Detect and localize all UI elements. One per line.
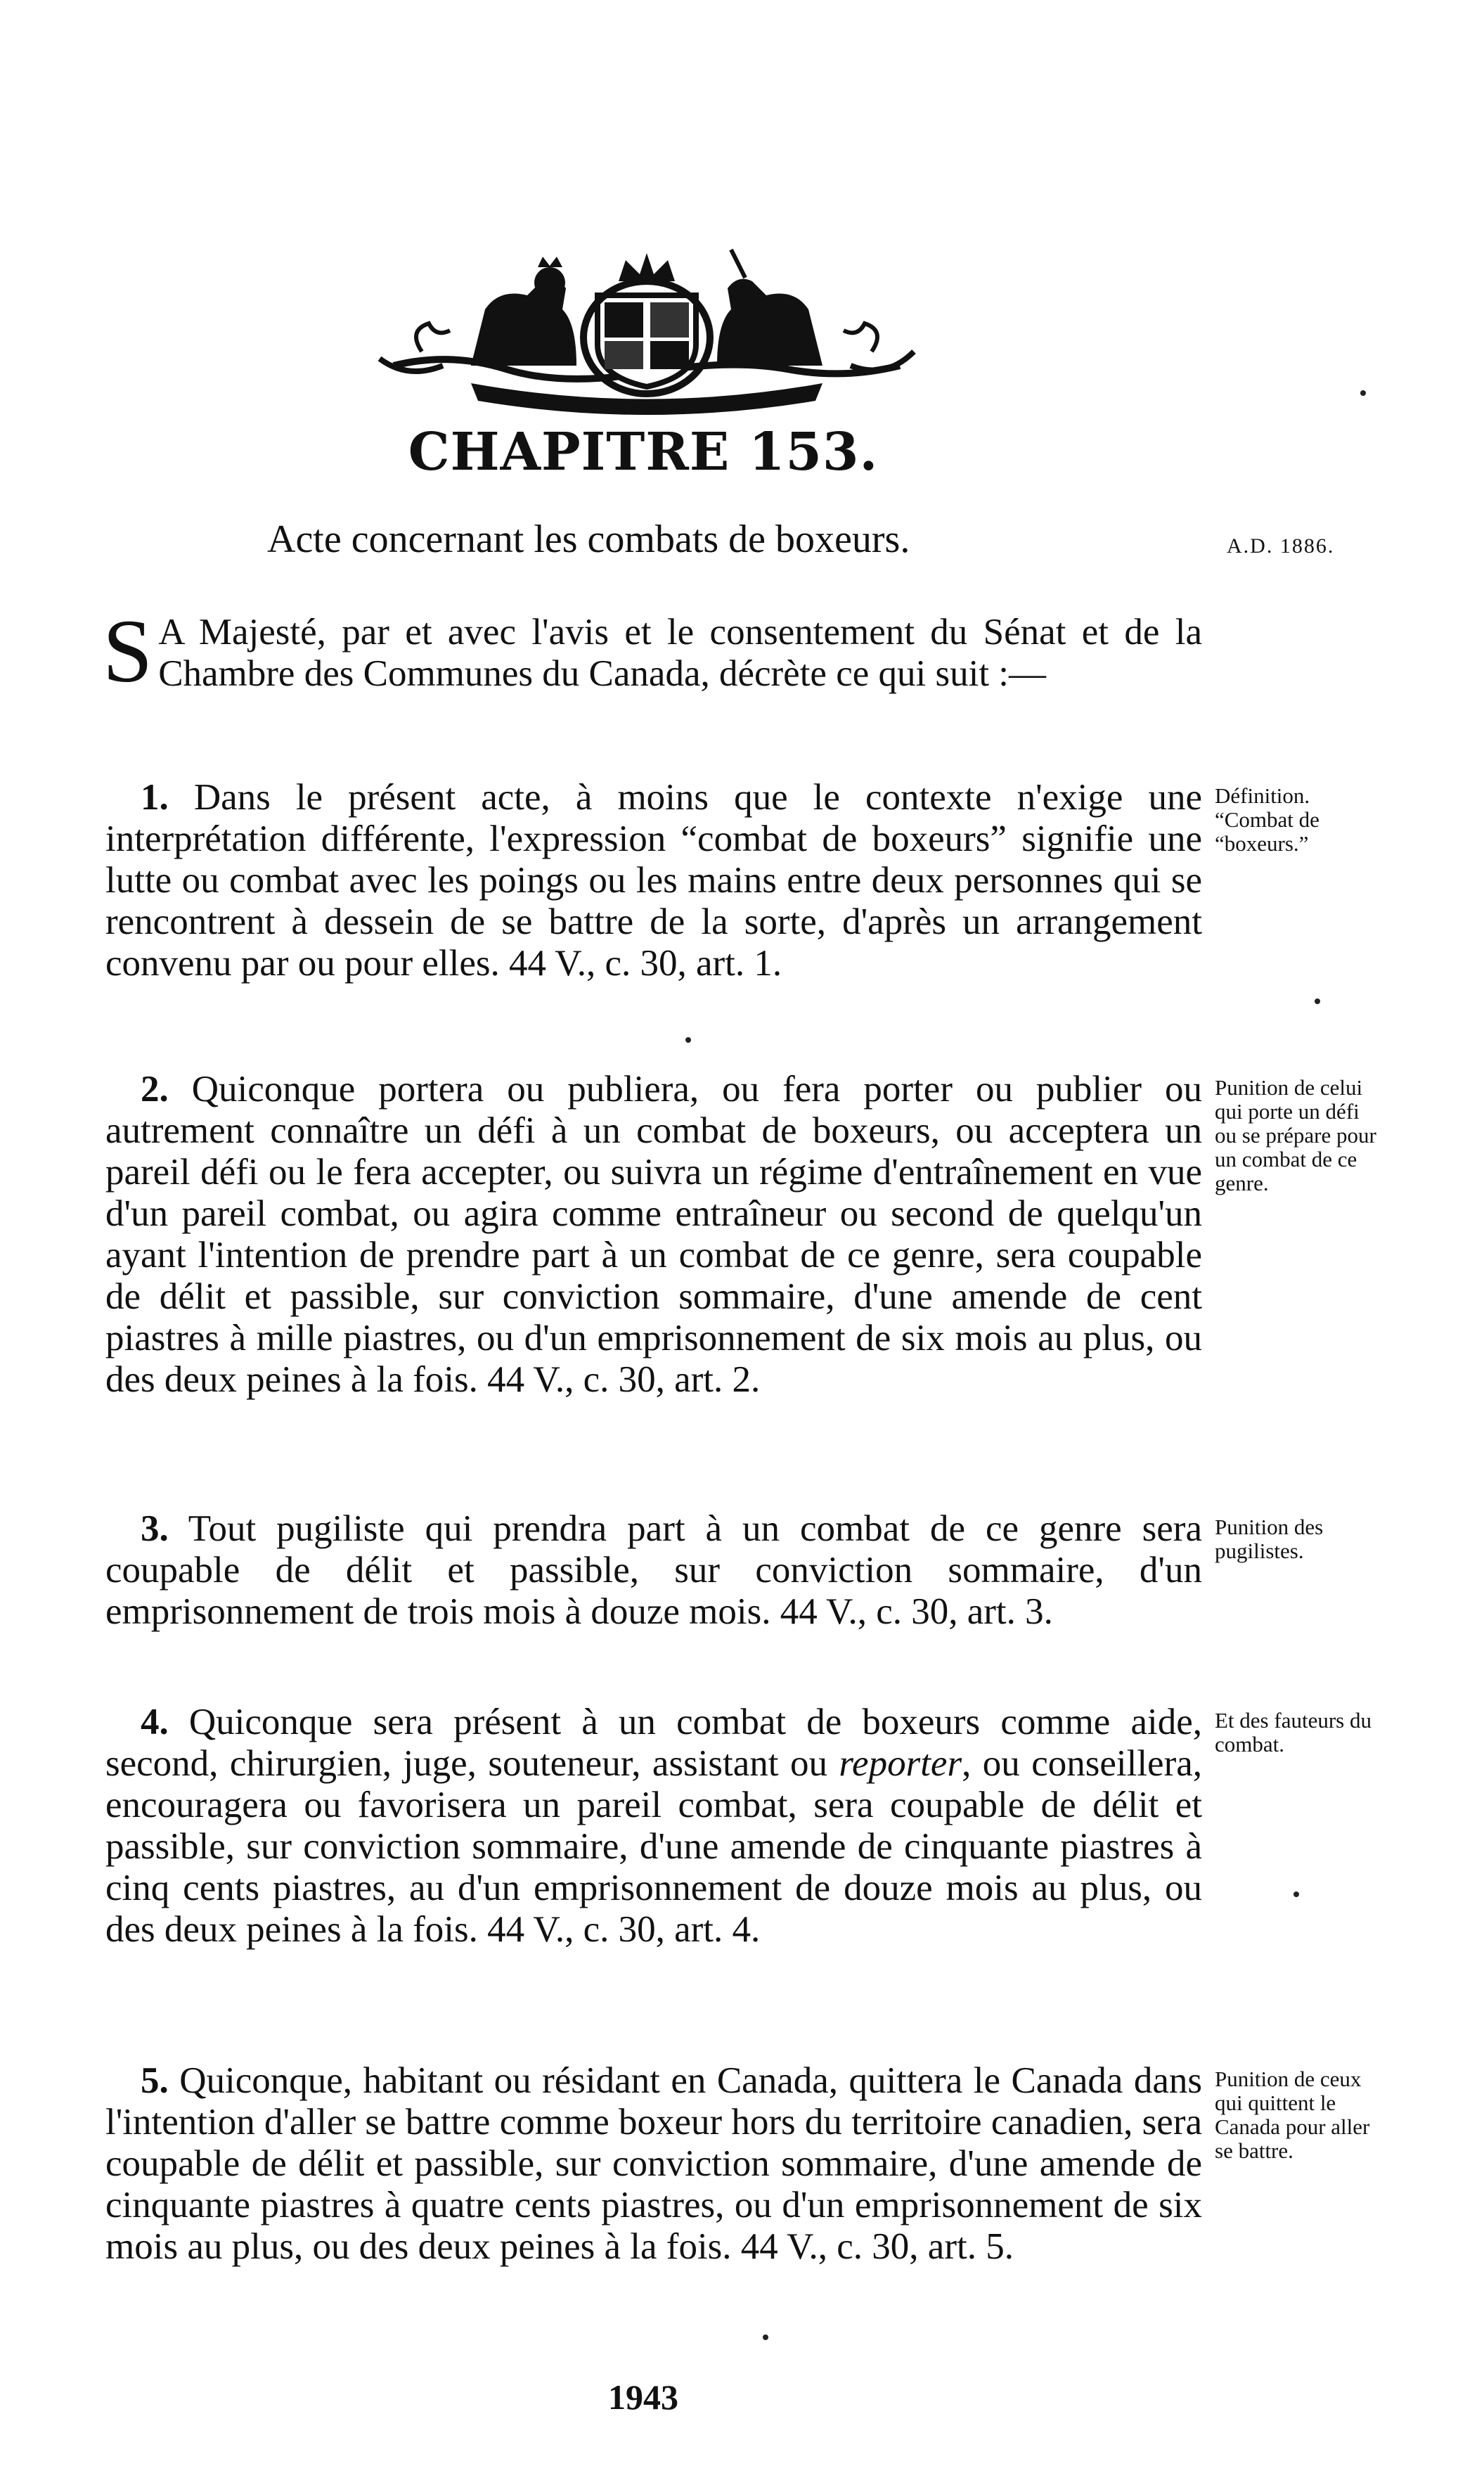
margin-note-section-4: Et des fauteurs du combat. [1215,1708,1372,1756]
scan-speck [763,2334,768,2340]
scan-speck [1293,1891,1299,1897]
section-number: 4. [141,1702,169,1742]
margin-note-section-1: Définition. “Combat de “boxeurs.” [1215,783,1320,856]
section-number: 2. [141,1069,169,1110]
chapter-title: CHAPITRE 153. [408,422,879,482]
section-text-before: Quiconque sera présent à un combat de boxeurs comme aide, second, chirurgien, juge, souteneur, assistant ou [105,1702,1202,1784]
act-title: Acte concernant les combats de boxeurs. [267,518,910,561]
margin-note-section-2: Punition de celui qui porte un défi ou se prépare pour un combat de ce genre. [1215,1075,1376,1195]
royal-coat-of-arms [366,246,928,415]
section-text-after: , ou conseillera, encouragera ou favorisera un pareil combat, sera coupable de délit et passible, sur conviction sommaire, d'une amende de cinquante piastres à cinq cents piastres, au d'un emprisonnement de douze mois au plus, ou des deux peines à la fois. 44 V., c. 30, art. 4. [105,1743,1202,1950]
section-text-italic: reporter [839,1743,962,1784]
section-5 [105,2060,1202,2268]
preamble [103,601,1202,701]
section-3 [105,1508,1202,1633]
section-number: 1. [141,777,169,818]
scan-speck [1315,998,1320,1004]
act-date: A.D. 1886. [1227,534,1335,558]
section-number: 5. [141,2060,169,2101]
section-text: Quiconque portera ou publiera, ou fera porter ou publier ou autrement connaître un défi à un combat de boxeurs, ou acceptera un pareil défi ou le fera accepter, ou suivra un régime d'entraînement en vue d'un pareil combat, ou agira comme entraîneur ou second de quelqu'un ayant l'intention de prendre part à un combat de ce genre, sera coupable de délit et passible, sur conviction sommaire, d'une amende de cent piastres à mille piastres, ou d'un emprisonnement de six mois au plus, ou des deux peines à la fois. 44 V., c. 30, art. 2. [105,1069,1203,1400]
preamble-dropcap: S [103,601,153,701]
preamble-text: A Majesté, par et avec l'avis et le consentement du Sénat et de la Chambre des Communes du Canada, décrète ce qui suit :— [158,612,1202,694]
section-2 [105,1069,1202,1401]
scan-speck [1360,390,1366,396]
section-text: Tout pugiliste qui prendra part à un combat de ce genre sera coupable de délit et passible, sur conviction sommaire, d'un emprisonnement de trois mois à douze mois. 44 V., c. 30, art. 3. [105,1508,1202,1632]
scan-speck [685,1037,691,1043]
section-text: Quiconque, habitant ou résidant en Canada, quittera le Canada dans l'intention d'aller se battre comme boxeur hors du territoire canadien, sera coupable de délit et passible, sur conviction sommaire, d'une amende de cinquante piastres à quatre cents piastres, ou d'un emprisonnement de six mois au plus, ou des deux peines à la fois. 44 V., c. 30, art. 5. [105,2060,1203,2267]
section-text: Dans le présent acte, à moins que le contexte n'exige une interprétation différente, l'expression “combat de boxeurs” signifie une lutte ou combat avec les poings ou les mains entre deux personnes qui se rencontrent à dessein de se battre de la sorte, d'après un arrangement convenu par ou pour elles. 44 V., c. 30, art. 1. [105,777,1203,984]
margin-note-section-5: Punition de ceux qui quittent le Canada pour aller se battre. [1215,2067,1370,2163]
margin-note-section-3: Punition des pugilistes. [1215,1515,1324,1563]
page-number: 1943 [608,2377,678,2417]
section-4 [105,1702,1202,1951]
section-1 [105,777,1202,984]
section-number: 3. [141,1508,169,1549]
